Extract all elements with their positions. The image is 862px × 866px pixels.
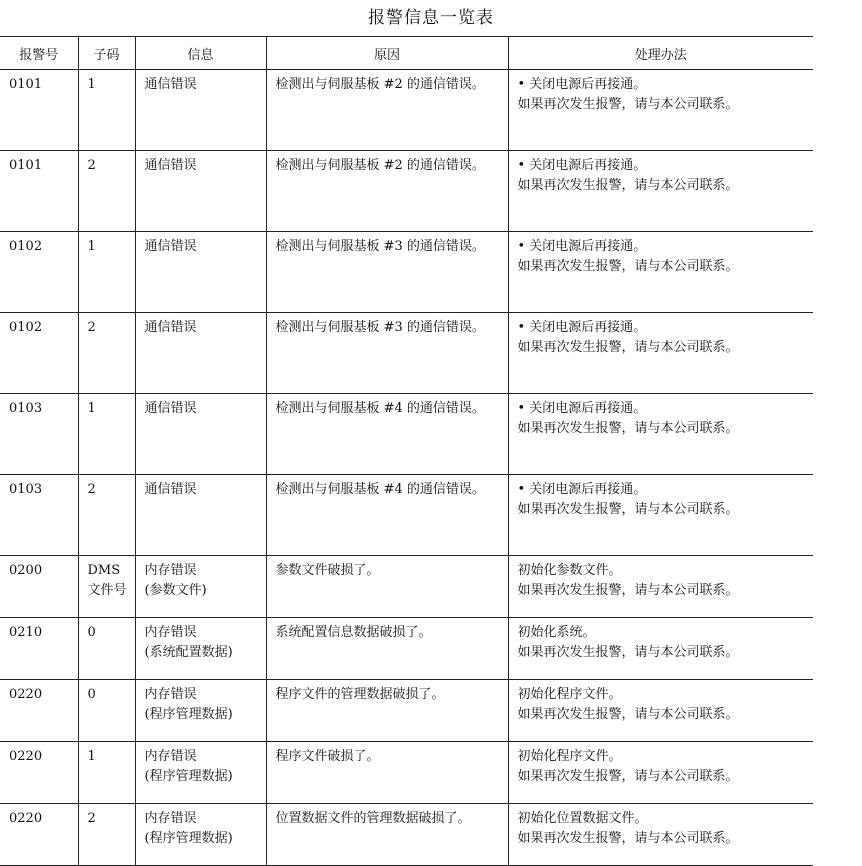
cell-info — [135, 232, 266, 313]
table-row — [0, 313, 813, 394]
solution-line: 如果再次发生报警，请与本公司联系。 — [517, 421, 739, 436]
cell-alarm-number: 0200 — [0, 556, 78, 618]
alarm-table — [0, 36, 813, 866]
cell-sub-code: DMS 文件号 — [78, 556, 135, 618]
cell-cause: 检测出与伺服基板 #2 的通信错误。 — [266, 151, 508, 232]
table-row — [0, 232, 813, 313]
info-line: (参数文件) — [144, 583, 207, 598]
solution-line: • 关闭电源后再接通。 — [517, 158, 647, 173]
cell-alarm-number: 0210 — [0, 618, 78, 680]
info-line: 内存错误 — [144, 749, 197, 764]
cell-sub-code: 0 — [78, 618, 135, 680]
table-row — [0, 70, 813, 151]
table-header-row — [0, 37, 813, 70]
cell-cause: 检测出与伺服基板 #2 的通信错误。 — [266, 70, 508, 151]
info-line: 内存错误 — [144, 563, 197, 578]
solution-line: • 关闭电源后再接通。 — [517, 239, 647, 254]
cell-info — [135, 556, 266, 618]
solution-line: 如果再次发生报警，请与本公司联系。 — [517, 97, 739, 112]
solution-line: • 关闭电源后再接通。 — [517, 77, 647, 92]
table-row — [0, 804, 813, 866]
cell-cause: 检测出与伺服基板 #4 的通信错误。 — [266, 394, 508, 475]
header-cause: 原因 — [266, 37, 508, 70]
cell-info — [135, 151, 266, 232]
cell-solution — [508, 742, 813, 804]
cell-alarm-number: 0103 — [0, 394, 78, 475]
cell-sub-code: 1 — [78, 394, 135, 475]
info-line: 通信错误 — [144, 239, 197, 254]
cell-sub-code: 2 — [78, 804, 135, 866]
cell-solution — [508, 804, 813, 866]
cell-cause: 程序文件的管理数据破损了。 — [266, 680, 508, 742]
cell-solution — [508, 475, 813, 556]
cell-sub-code: 2 — [78, 313, 135, 394]
info-line: 通信错误 — [144, 77, 197, 92]
table-row — [0, 680, 813, 742]
cell-alarm-number: 0101 — [0, 151, 78, 232]
solution-line: 初始化位置数据文件。 — [517, 811, 648, 826]
cell-info — [135, 313, 266, 394]
header-solution: 处理办法 — [508, 37, 813, 70]
cell-cause: 检测出与伺服基板 #4 的通信错误。 — [266, 475, 508, 556]
solution-line: 初始化系统。 — [517, 625, 596, 640]
info-line: (系统配置数据) — [144, 645, 233, 660]
cell-info — [135, 394, 266, 475]
info-line: 内存错误 — [144, 811, 197, 826]
info-line: 通信错误 — [144, 401, 197, 416]
cell-info — [135, 70, 266, 151]
solution-line: 如果再次发生报警，请与本公司联系。 — [517, 583, 739, 598]
cell-sub-code: 2 — [78, 475, 135, 556]
cell-cause: 系统配置信息数据破损了。 — [266, 618, 508, 680]
table-row — [0, 151, 813, 232]
cell-alarm-number: 0101 — [0, 70, 78, 151]
info-line: 内存错误 — [144, 625, 197, 640]
solution-line: 如果再次发生报警，请与本公司联系。 — [517, 340, 739, 355]
cell-sub-code: 0 — [78, 680, 135, 742]
solution-line: 如果再次发生报警，请与本公司联系。 — [517, 645, 739, 660]
solution-line: • 关闭电源后再接通。 — [517, 482, 647, 497]
info-line: 通信错误 — [144, 158, 197, 173]
cell-cause: 程序文件破损了。 — [266, 742, 508, 804]
solution-line: 如果再次发生报警，请与本公司联系。 — [517, 259, 739, 274]
table-body — [0, 70, 813, 866]
cell-info — [135, 680, 266, 742]
solution-line: • 关闭电源后再接通。 — [517, 320, 647, 335]
cell-solution — [508, 313, 813, 394]
cell-cause: 检测出与伺服基板 #3 的通信错误。 — [266, 232, 508, 313]
header-alarm-number: 报警号 — [0, 37, 78, 70]
solution-line: 如果再次发生报警，请与本公司联系。 — [517, 769, 739, 784]
solution-line: 如果再次发生报警，请与本公司联系。 — [517, 707, 739, 722]
cell-info — [135, 618, 266, 680]
table-row — [0, 618, 813, 680]
solution-line: 初始化参数文件。 — [517, 563, 622, 578]
solution-line: • 关闭电源后再接通。 — [517, 401, 647, 416]
cell-sub-code: 1 — [78, 742, 135, 804]
table-row — [0, 742, 813, 804]
cell-solution — [508, 394, 813, 475]
cell-info — [135, 475, 266, 556]
solution-line: 初始化程序文件。 — [517, 687, 622, 702]
cell-solution — [508, 618, 813, 680]
table-row — [0, 556, 813, 618]
cell-alarm-number: 0103 — [0, 475, 78, 556]
info-line: 通信错误 — [144, 482, 197, 497]
cell-solution — [508, 232, 813, 313]
cell-sub-code: 2 — [78, 151, 135, 232]
cell-info — [135, 742, 266, 804]
solution-line: 如果再次发生报警，请与本公司联系。 — [517, 831, 739, 846]
cell-info — [135, 804, 266, 866]
cell-alarm-number: 0220 — [0, 804, 78, 866]
cell-sub-code: 1 — [78, 70, 135, 151]
solution-line: 如果再次发生报警，请与本公司联系。 — [517, 178, 739, 193]
cell-solution — [508, 556, 813, 618]
table-row — [0, 475, 813, 556]
cell-cause: 参数文件破损了。 — [266, 556, 508, 618]
cell-cause: 位置数据文件的管理数据破损了。 — [266, 804, 508, 866]
solution-line: 如果再次发生报警，请与本公司联系。 — [517, 502, 739, 517]
cell-alarm-number: 0102 — [0, 313, 78, 394]
cell-sub-code: 1 — [78, 232, 135, 313]
info-line: 内存错误 — [144, 687, 197, 702]
cell-solution — [508, 680, 813, 742]
cell-cause: 检测出与伺服基板 #3 的通信错误。 — [266, 313, 508, 394]
cell-alarm-number: 0220 — [0, 680, 78, 742]
cell-alarm-number: 0102 — [0, 232, 78, 313]
info-line: (程序管理数据) — [144, 831, 233, 846]
header-info: 信息 — [135, 37, 266, 70]
header-sub-code: 子码 — [78, 37, 135, 70]
info-line: (程序管理数据) — [144, 769, 233, 784]
info-line: (程序管理数据) — [144, 707, 233, 722]
cell-alarm-number: 0220 — [0, 742, 78, 804]
info-line: 通信错误 — [144, 320, 197, 335]
cell-solution — [508, 70, 813, 151]
cell-solution — [508, 151, 813, 232]
table-row — [0, 394, 813, 475]
page-title: 报警信息一览表 — [368, 8, 494, 28]
solution-line: 初始化程序文件。 — [517, 749, 622, 764]
